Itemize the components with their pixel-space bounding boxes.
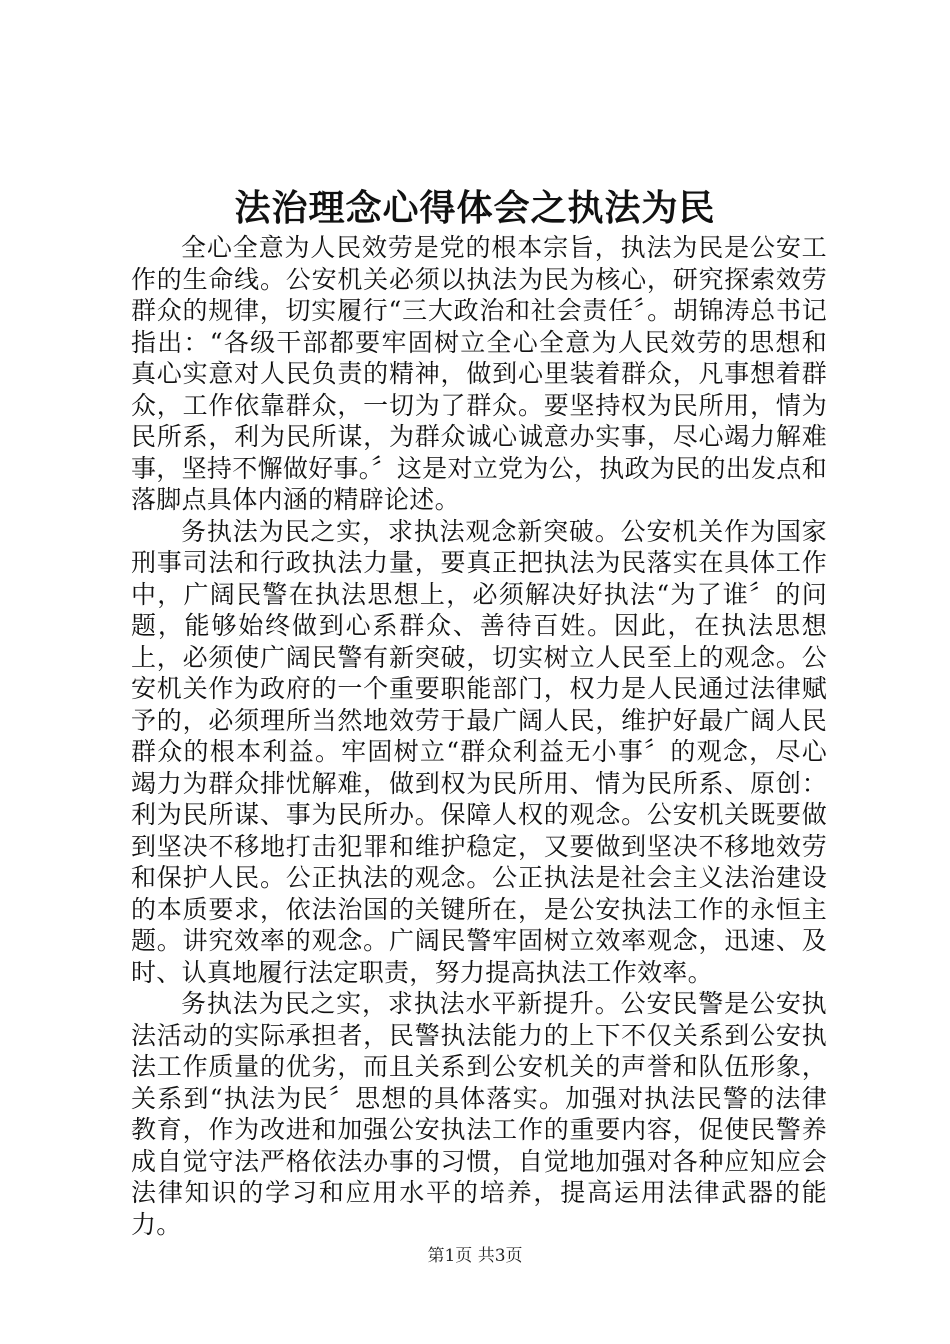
page-number-footer: 第1页 共3页 — [427, 1246, 523, 1266]
page-title: 法治理念心得体会之执法为民 — [234, 187, 716, 229]
paragraph-1: 全心全意为人民效劳是党的根本宗旨，执法为民是公安工作的生命线。公安机关必须以执法为民为核心，研究探索效劳群众的规律，切实履行“三大政治和社会责任〞。胡锦涛总书记指出：“各级干部都要牢固树立全心全意为人民效劳的思想和真心实意对人民负责的精神，做到心里装着群众，凡事想着群众，工作依靠群众，一切为了群众。要坚持权为民所用，情为民所系，利为民所谋，为群众诚心诚意办实事，尽心竭力解难事，坚持不懈做好事。〞这是对立党为公，执政为民的出发点和落脚点具体内涵的精辟论述。 — [131, 233, 827, 514]
paragraph-3: 务执法为民之实，求执法水平新提升。公安民警是公安执法活动的实际承担者，民警执法能力的上下不仅关系到公安执法工作质量的优劣，而且关系到公安机关的声誉和队伍形象，关系到“执法为民〞思想的具体落实。加强对执法民警的法律教育，作为改进和加强公安执法工作的重要内容，促使民警养成自觉守法严格依法办事的习惯，自觉地加强对各种应知应会法律知识的学习和应用水平的培养，提高运用法律武器的能力。 — [131, 989, 827, 1239]
document-body — [131, 232, 827, 1240]
paragraph-2: 务执法为民之实，求执法观念新突破。公安机关作为国家刑事司法和行政执法力量，要真正把执法为民落实在具体工作中，广阔民警在执法思想上，必须解决好执法“为了谁〞的问题，能够始终做到心系群众、善待百姓。因此，在执法思想上，必须使广阔民警有新突破，切实树立人民至上的观念。公安机关作为政府的一个重要职能部门，权力是人民通过法律赋予的，必须理所当然地效劳于最广阔人民，维护好最广阔人民群众的根本利益。牢固树立“群众利益无小事〞的观念，尽心竭力为群众排忧解难，做到权为民所用、情为民所系、原创：利为民所谋、事为民所办。保障人权的观念。公安机关既要做到坚决不移地打击犯罪和维护稳定，又要做到坚决不移地效劳和保护人民。公正执法的观念。公正执法是社会主义法治建设的本质要求，依法治国的关键所在，是公安执法工作的永恒主题。讲究效率的观念。广阔民警牢固树立效率观念，迅速、及时、认真地履行法定职责，努力提高执法工作效率。 — [131, 516, 827, 987]
